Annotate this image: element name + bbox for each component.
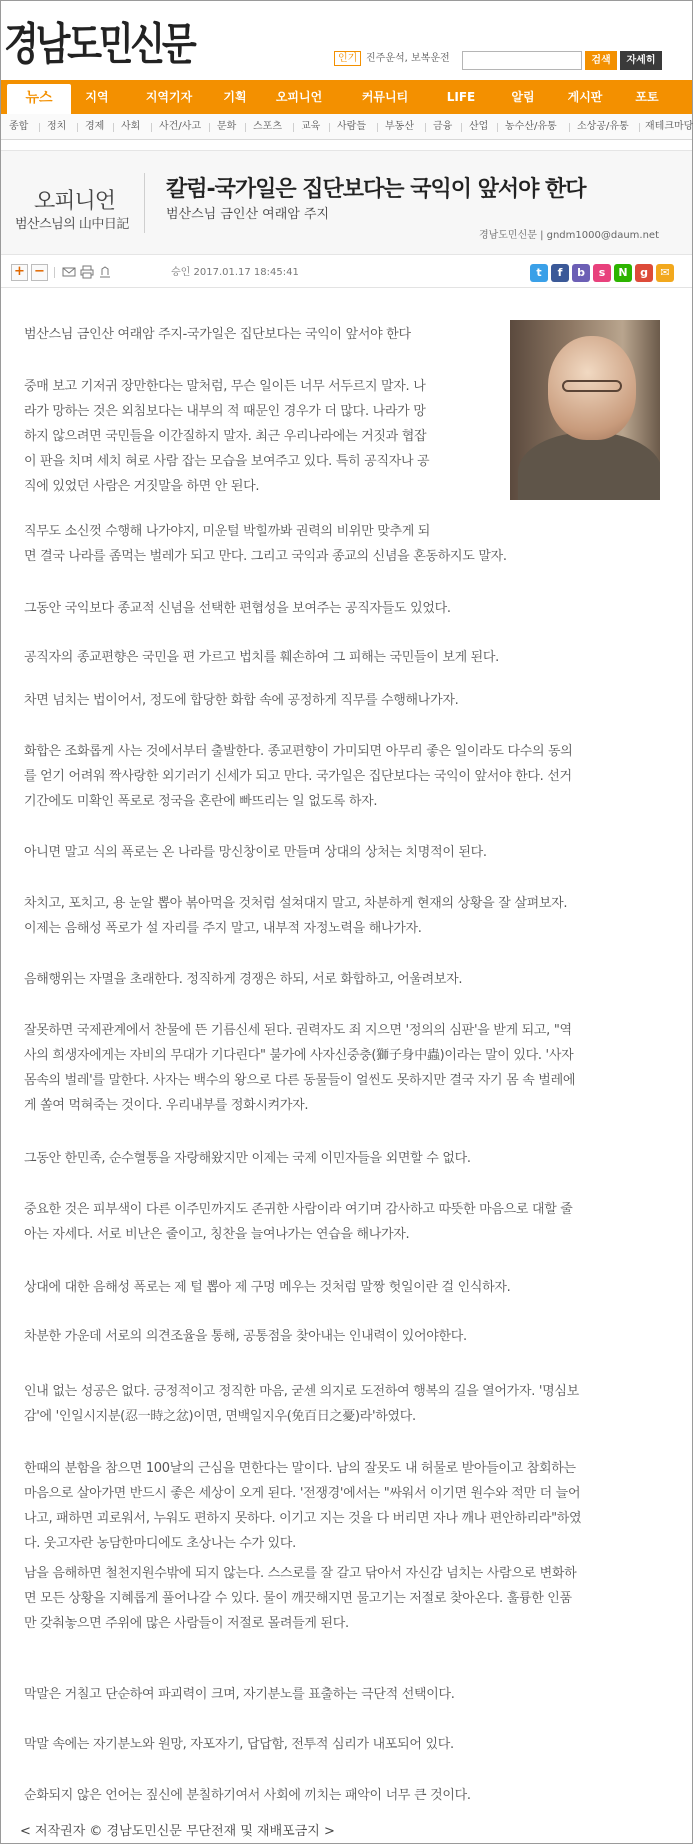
detail-search-button[interactable]: 자세히	[620, 51, 662, 70]
photo-figure-glasses	[562, 380, 622, 392]
article-subtitle: 범산스님 금인산 여래암 주지	[166, 207, 330, 222]
kakaostory-share-icon[interactable]: s	[593, 264, 611, 282]
nav-item-notice[interactable]: 알림	[511, 90, 535, 104]
subnav-divider	[209, 123, 210, 132]
paragraph-line: 인내 없는 성공은 없다. 긍정적이고 정직한 마음, 굳센 의지로 도전하여 행복의 길을 열어가자. '명심보	[24, 1384, 579, 1399]
scrap-icon[interactable]	[97, 265, 112, 280]
subnav-divider	[569, 123, 570, 132]
hot-keywords[interactable]: 진주운석, 보복운전	[366, 53, 450, 64]
paragraph-line: 그동안 한민족, 순수혈통을 자랑해왔지만 이제는 국제 이민자들을 외면할 수 없다.	[24, 1151, 471, 1166]
subnav-item[interactable]: 경제	[85, 121, 105, 132]
paragraph-line: 범산스님 금인산 여래암 주지-국가일은 집단보다는 국익이 앞서야 한다	[24, 327, 411, 342]
subnav-item[interactable]: 농수산/유통	[505, 121, 557, 132]
paragraph-line: 한때의 분함을 참으면 100날의 근심을 면한다는 말이다. 남의 잘못도 내 허물로 받아들이고 참회하는	[24, 1461, 576, 1476]
nav-item-region-reporter[interactable]: 지역기자	[145, 90, 193, 104]
site-logo[interactable]: 경남도민신문	[4, 19, 194, 70]
subnav-item[interactable]: 정치	[47, 121, 67, 132]
paragraph-line: 직무도 소신껏 수행해 나가야지, 미운털 박힐까봐 권력의 비위만 맞추게 되	[24, 524, 431, 539]
paragraph-line: 감'에 '인일시지분(忍一時之忿)이면, 면백일지우(免百日之憂)라'하였다.	[24, 1409, 416, 1424]
paragraph-line: 하지 않으려면 국민들을 이간질하지 말자. 최근 우리나라에는 거짓과 협잡	[24, 429, 427, 444]
subnav-item[interactable]: 문화	[217, 121, 237, 132]
paragraph-line: 를 얻기 어려워 짝사랑한 외기러기 신세가 되고 만다. 국가일은 집단보다는 국익이 앞서야 한다. 선거	[24, 769, 572, 784]
paragraph-line: 차분한 가운데 서로의 의견조율을 통해, 공통점을 찾아내는 인내력이 있어야한다.	[24, 1329, 467, 1344]
band-share-icon[interactable]: b	[572, 264, 590, 282]
paragraph-line: 중요한 것은 피부색이 다른 이주민까지도 존귀한 사람이라 여기며 감사하고 따뜻한 마음으로 대할 줄	[24, 1202, 573, 1217]
nav-item-region[interactable]: 지역	[85, 90, 109, 104]
header-divider	[144, 173, 145, 233]
paragraph-line: 몸속의 벌레'를 말한다. 사자는 백수의 왕으로 다른 동물들이 얼씬도 못하지만 결국 자기 몸 속 벌레에	[24, 1073, 576, 1088]
section-subtitle: 범산스님의 山中日記	[15, 217, 129, 232]
hot-badge: 인기	[334, 51, 361, 66]
section-title: 오피니언	[34, 189, 116, 214]
google-share-icon[interactable]: g	[635, 264, 653, 282]
subnav-divider	[151, 123, 152, 132]
paragraph-line: 아는 자세다. 서로 비난은 줄이고, 칭찬을 늘여나가는 연습을 해나가자.	[24, 1227, 410, 1242]
paragraph-line: 만 갖춰놓으면 주위에 많은 사람들이 저절로 몰려들게 된다.	[24, 1616, 349, 1631]
main-nav	[1, 80, 692, 114]
subnav-divider	[293, 123, 294, 132]
paragraph-line: 차치고, 포치고, 용 눈알 뽑아 볶아먹을 것처럼 설쳐대지 말고, 차분하게 현재의 상황을 잘 살펴보자.	[24, 896, 568, 911]
subnav-item[interactable]: 종합	[9, 121, 29, 132]
nav-item-feature[interactable]: 기획	[223, 90, 247, 104]
subnav-item[interactable]: 스포츠	[253, 121, 282, 132]
subnav-divider	[245, 123, 246, 132]
paragraph-line: 면 결국 나라를 좀먹는 벌레가 되고 만다. 그리고 국익과 종교의 신념을 혼동하지도 말자.	[24, 549, 507, 564]
paragraph-line: 순화되지 않은 언어는 짚신에 분칠하기여서 사회에 끼치는 패악이 너무 큰 것이다.	[24, 1788, 471, 1803]
article-byline: 경남도민신문 | gndm1000@daum.net	[478, 230, 659, 241]
subnav-divider	[425, 123, 426, 132]
copyright-notice: < 저작권자 © 경남도민신문 무단전재 및 재배포금지 >	[20, 1824, 335, 1839]
nav-item-opinion[interactable]: 오피니언	[275, 90, 323, 104]
subnav-divider	[639, 123, 640, 132]
paragraph-line: 게 쏠여 먹혀죽는 것이다. 우리내부를 정화시켜가자.	[24, 1098, 309, 1113]
subnav-divider	[113, 123, 114, 132]
paragraph-line: 마음으로 살아가면 반드시 좋은 세상이 오게 된다. '전쟁경'에서는 "싸워서 이기면 원수와 적만 더 늘어	[24, 1486, 581, 1501]
paragraph-line: 음해행위는 자멸을 초래한다. 정직하게 경쟁은 하되, 서로 화합하고, 어울려보자.	[24, 972, 463, 987]
subnav-item[interactable]: 사람들	[337, 121, 366, 132]
subnav-divider	[329, 123, 330, 132]
paragraph-line: 아니면 말고 식의 폭로는 온 나라를 망신창이로 만들며 상대의 상처는 치명적이 된다.	[24, 845, 487, 860]
article-title: 칼럼-국가일은 집단보다는 국익이 앞서야 한다	[166, 177, 586, 202]
subnav-divider	[497, 123, 498, 132]
nav-item-board[interactable]: 게시판	[567, 90, 603, 104]
email-icon[interactable]	[61, 265, 76, 280]
paragraph-line: 막말은 거칠고 단순하여 파괴력이 크며, 자기분노를 표출하는 극단적 선택이다.	[24, 1687, 455, 1702]
paragraph-line: 기간에도 미확인 폭로로 정국을 혼란에 빠뜨리는 일 없도록 하자.	[24, 794, 378, 809]
paragraph-line: 화합은 조화롭게 사는 것에서부터 출발한다. 종교편향이 가미되면 아무리 좋은 일이라도 다수의 동의	[24, 744, 573, 759]
paragraph-line: 다. 웃고자란 농담한마디에도 초상나는 수가 있다.	[24, 1536, 296, 1551]
subnav-item[interactable]: 소상공/유통	[577, 121, 629, 132]
paragraph-line: 이제는 음해성 폭로가 설 자리를 주지 말고, 내부적 자정노력을 해나가자.	[24, 921, 422, 936]
paragraph-line: 막말 속에는 자기분노와 원망, 자포자기, 답답함, 전투적 심리가 내포되어 있다.	[24, 1737, 454, 1752]
paragraph-line: 이 판을 치며 세치 혀로 사람 잡는 모습을 보여주고 있다. 특히 공직자나 공	[24, 454, 430, 469]
facebook-share-icon[interactable]: f	[551, 264, 569, 282]
subnav-divider	[39, 123, 40, 132]
paragraph-line: 사의 희생자에게는 자비의 무대가 기다린다" 불가에 사자신중충(獅子身中蟲)이라는 말이 있다. '사자	[24, 1048, 574, 1063]
paragraph-line: 라가 망하는 것은 외침보다는 내부의 적 때문인 경우가 더 많다. 나라가 망	[24, 404, 426, 419]
font-increase-button[interactable]: +	[11, 264, 28, 281]
search-button[interactable]: 검색	[585, 51, 617, 70]
twitter-share-icon[interactable]: t	[530, 264, 548, 282]
paragraph-line: 차면 넘치는 법이어서, 정도에 합당한 화합 속에 공정하게 직무를 수행해나가자.	[24, 693, 459, 708]
paragraph-line: 나고, 패하면 괴로워서, 누워도 편하지 못하다. 이기고 지는 것을 다 버리면 자나 깨나 편안하리라"하였	[24, 1511, 582, 1526]
email-share-icon[interactable]: ✉	[656, 264, 674, 282]
article-header	[1, 150, 692, 255]
subnav-item[interactable]: 재테크마당	[645, 121, 693, 132]
publish-date: 승인 2017.01.17 18:45:41	[171, 267, 299, 278]
subnav-divider	[77, 123, 78, 132]
subnav-item[interactable]: 산업	[469, 121, 489, 132]
subnav-divider	[377, 123, 378, 132]
paragraph-line: 면 모든 상황을 지혜롭게 풀어나갈 수 있다. 물이 깨끗해지면 물고기는 저절로 찾아온다. 훌륭한 인품	[24, 1591, 572, 1606]
author-photo	[510, 320, 660, 500]
photo-figure-body	[518, 432, 660, 500]
naver-share-icon[interactable]: N	[614, 264, 632, 282]
nav-item-news[interactable]: 뉴스	[7, 84, 71, 114]
paragraph-line: 중매 보고 기저귀 장만한다는 말처럼, 무슨 일이든 너무 서두르지 말자. 나	[24, 379, 426, 394]
toolbar-divider	[54, 267, 55, 278]
print-icon[interactable]	[79, 265, 94, 280]
search-input[interactable]	[462, 51, 582, 70]
nav-item-photo[interactable]: 포토	[635, 90, 659, 104]
subnav-item[interactable]: 금융	[433, 121, 453, 132]
paragraph-line: 그동안 국익보다 종교적 신념을 선택한 편협성을 보여주는 공직자들도 있었다.	[24, 601, 451, 616]
subnav-item[interactable]: 교육	[301, 121, 321, 132]
paragraph-line: 남을 음해하면 철천지원수밖에 되지 않는다. 스스로를 잘 갈고 닦아서 자신감 넘치는 사람으로 변화하	[24, 1566, 577, 1581]
paragraph-line: 직에 있었던 사람은 거짓말을 하면 안 된다.	[24, 479, 260, 494]
subnav-item[interactable]: 사회	[121, 121, 141, 132]
article-toolbar	[1, 258, 692, 288]
sub-nav	[1, 114, 692, 140]
font-decrease-button[interactable]: −	[31, 264, 48, 281]
subnav-divider	[461, 123, 462, 132]
nav-item-life[interactable]: LIFE	[446, 90, 476, 104]
nav-item-community[interactable]: 커뮤니티	[361, 90, 409, 104]
paragraph-line: 공직자의 종교편향은 국민을 편 가르고 법치를 훼손하여 그 피해는 국민들이 보게 된다.	[24, 650, 500, 665]
subnav-item[interactable]: 사건/사고	[159, 121, 202, 132]
paragraph-line: 상대에 대한 음해성 폭로는 제 털 뽑아 제 구멍 메우는 것처럼 말짱 헛일이란 걸 인식하자.	[24, 1280, 511, 1295]
subnav-item[interactable]: 부동산	[385, 121, 414, 132]
paragraph-line: 잘못하면 국제관계에서 찬물에 뜬 기름신세 된다. 권력자도 죄 지으면 '정의의 심판'을 받게 되고, "역	[24, 1023, 572, 1038]
